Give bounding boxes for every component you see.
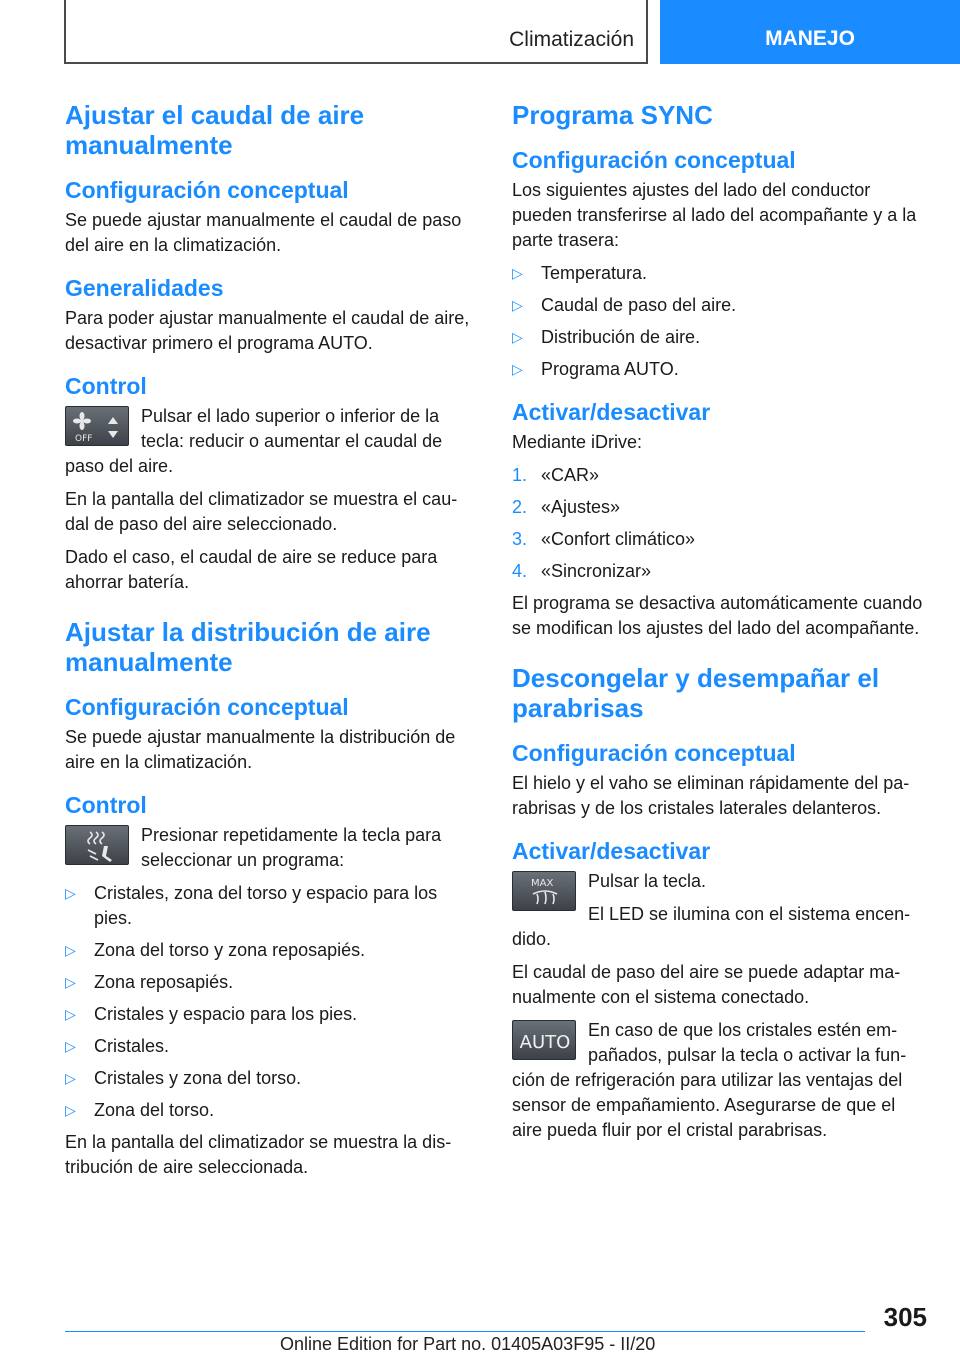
triangle-bullet-icon: ▷ (65, 1006, 76, 1022)
list-item-text: Distribución de aire. (541, 327, 701, 347)
heading-concept-2: Configuración conceptual (65, 694, 349, 720)
max-defrost-button-icon (512, 871, 576, 911)
chapter-tab: MANEJO (660, 0, 960, 64)
auto-button-icon (512, 1020, 576, 1060)
triangle-bullet-icon: ▷ (65, 885, 76, 901)
left-column (65, 100, 480, 1188)
text-display-2: En la pantalla del climatizador se muestra la dis‐tribución de aire seleccionada. (65, 1132, 452, 1177)
text-led: El LED se ilumina con el sistema encen‐dido. (512, 904, 911, 949)
list-item (512, 261, 927, 286)
triangle-bullet-icon: ▷ (65, 1102, 76, 1118)
list-item-text: Cristales. (94, 1036, 170, 1056)
text-concept-4: El hielo y el vaho se eliminan rápidamente del pa‐rabrisas y de los cristales laterales delanteros. (512, 773, 910, 818)
list-item (512, 325, 927, 350)
triangle-bullet-icon: ▷ (512, 361, 523, 377)
step-text: «CAR» (541, 465, 600, 485)
list-item (65, 938, 480, 963)
text-sync-off: El programa se desactiva automáticamente cuando se modifican los ajustes del lado del acompañante. (512, 593, 923, 638)
auto-block (512, 1018, 927, 1151)
text-display-1: En la pantalla del climatizador se muestra el cau‐dal de paso del aire seleccionado. (65, 489, 458, 534)
heading-concept-4: Configuración conceptual (512, 740, 796, 766)
step-item (512, 527, 927, 552)
triangle-bullet-icon: ▷ (512, 265, 523, 281)
text-adapt: El caudal de paso del aire se puede adaptar ma‐nualmente con el sistema conectado. (512, 962, 901, 1007)
heading-toggle-2: Activar/desactivar (512, 838, 711, 864)
list-item-text: Zona del torso. (94, 1100, 215, 1120)
section-title: Climatización (509, 28, 634, 51)
list-item (65, 1002, 480, 1027)
fan-off-button-icon (65, 406, 129, 446)
air-distribution-button-icon (65, 825, 129, 865)
list-item (65, 881, 480, 931)
list-item-text: Programa AUTO. (541, 359, 679, 379)
defrost-block (512, 869, 927, 960)
heading-defrost: Descongelar y desempañar el parabrisas (512, 663, 880, 723)
text-concept-3: Los siguientes ajustes del lado del conductor pueden transferirse al lado del acompañante y a la parte trasera: (512, 180, 917, 250)
list-item-text: Zona reposapiés. (94, 972, 234, 992)
fan-off-label: OFF (75, 434, 93, 444)
step-number: 4. (512, 561, 528, 581)
text-press: Pulsar la tecla. (588, 871, 707, 891)
step-text: «Confort climático» (541, 529, 696, 549)
max-label: MAX (531, 878, 554, 889)
triangle-bullet-icon: ▷ (65, 942, 76, 958)
text-control-2: Presionar repetidamente la tecla para seleccionar un programa: (141, 825, 442, 870)
heading-general: Generalidades (65, 275, 224, 301)
text-concept-2: Se puede ajustar manualmente la distribución de aire en la climatización. (65, 727, 456, 772)
right-column (512, 100, 927, 1151)
page-number: 305 (883, 1302, 927, 1332)
text-battery: Dado el caso, el caudal de aire se reduce para ahorrar batería. (65, 547, 438, 592)
step-item (512, 463, 927, 488)
triangle-bullet-icon: ▷ (65, 1070, 76, 1086)
heading-concept-3: Configuración conceptual (512, 147, 796, 173)
step-number: 1. (512, 465, 528, 485)
heading-toggle-1: Activar/desactivar (512, 399, 711, 425)
step-number: 3. (512, 529, 528, 549)
step-text: «Sincronizar» (541, 561, 652, 581)
step-text: «Ajustes» (541, 497, 621, 517)
step-item (512, 559, 927, 584)
text-concept-1: Se puede ajustar manualmente el caudal de paso del aire en la climatización. (65, 210, 462, 255)
list-item-text: Temperatura. (541, 263, 648, 283)
list-item-text: Cristales y espacio para los pies. (94, 1004, 358, 1024)
list-item (65, 970, 480, 995)
heading-sync: Programa SYNC (512, 100, 713, 130)
list-item-text: Caudal de paso del aire. (541, 295, 737, 315)
list-item (512, 357, 927, 382)
triangle-bullet-icon: ▷ (65, 974, 76, 990)
list-item (65, 1066, 480, 1091)
list-item (512, 293, 927, 318)
text-control-1: Pulsar el lado superior o inferior de la tecla: reducir o aumentar el caudal de paso del aire. (65, 406, 443, 476)
control-2-block (65, 823, 480, 881)
heading-concept-1: Configuración conceptual (65, 177, 349, 203)
triangle-bullet-icon: ▷ (512, 297, 523, 313)
sync-list (512, 261, 927, 382)
text-general: Para poder ajustar manualmente el caudal de aire, desactivar primero el programa AUTO. (65, 308, 470, 353)
list-item (65, 1034, 480, 1059)
heading-control-2: Control (65, 792, 147, 818)
auto-label: AUTO (519, 1032, 571, 1053)
footer-divider (65, 1331, 865, 1332)
program-list (65, 881, 480, 1123)
idrive-steps (512, 463, 927, 584)
triangle-bullet-icon: ▷ (512, 329, 523, 345)
list-item-text: Zona del torso y zona reposapiés. (94, 940, 366, 960)
heading-airflow: Ajustar el caudal de aire manualmente (65, 100, 365, 160)
control-1-block (65, 404, 480, 487)
step-number: 2. (512, 497, 528, 517)
step-item (512, 495, 927, 520)
list-item-text: Cristales y zona del torso. (94, 1068, 302, 1088)
list-item-text: Cristales, zona del torso y espacio para los pies. (94, 883, 438, 928)
triangle-bullet-icon: ▷ (65, 1038, 76, 1054)
text-idrive: Mediante iDrive: (512, 432, 643, 452)
text-fog: En caso de que los cristales estén em‐pañados, pulsar la tecla o activar la fun‐ción de refrigeración para utilizar las ventajas del sensor de empañamiento. Asegurarse de que el aire pueda fluir por el cristal parabrisas. (512, 1020, 907, 1140)
heading-distribution: Ajustar la distribución de aire manualmente (65, 617, 431, 677)
list-item (65, 1098, 480, 1123)
page-header (0, 0, 960, 66)
footer-edition: Online Edition for Part no. 01405A03F95 - II/20 (280, 1334, 656, 1354)
heading-control-1: Control (65, 373, 147, 399)
